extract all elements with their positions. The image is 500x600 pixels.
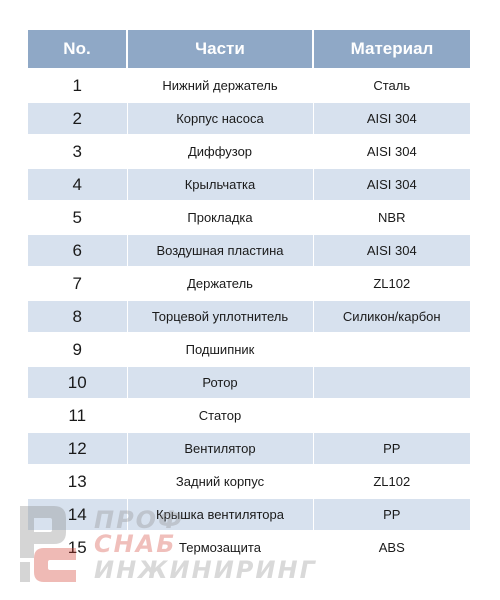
- table-row: [28, 366, 470, 399]
- row-number: 5: [28, 201, 127, 234]
- part-name: Прокладка: [127, 201, 313, 234]
- watermark-line-1: ПРОФ: [94, 506, 184, 534]
- watermark-line-2: СНАБ: [94, 530, 177, 558]
- material-name: AISI 304: [313, 234, 470, 267]
- part-name: Термозащита: [127, 531, 313, 564]
- header-row: [28, 30, 470, 69]
- header-material: Материал: [313, 30, 470, 69]
- table-row: [28, 465, 470, 498]
- part-name: Статор: [127, 399, 313, 432]
- part-name: Ротор: [127, 366, 313, 399]
- material-name: PP: [313, 432, 470, 465]
- part-name: Крышка вентилятора: [127, 498, 313, 531]
- table-row: [28, 267, 470, 300]
- table-body: [28, 69, 470, 564]
- table-row: [28, 531, 470, 564]
- part-name: Нижний держатель: [127, 69, 313, 102]
- table-row: [28, 498, 470, 531]
- part-name: Задний корпус: [127, 465, 313, 498]
- part-name: Вентилятор: [127, 432, 313, 465]
- material-name: Силикон/карбон: [313, 300, 470, 333]
- material-name: Сталь: [313, 69, 470, 102]
- material-name: AISI 304: [313, 135, 470, 168]
- table-row: [28, 201, 470, 234]
- table-row: [28, 399, 470, 432]
- material-name: ZL102: [313, 465, 470, 498]
- material-name: [313, 366, 470, 399]
- row-number: 8: [28, 300, 127, 333]
- part-name: Диффузор: [127, 135, 313, 168]
- row-number: 10: [28, 366, 127, 399]
- part-name: Крыльчатка: [127, 168, 313, 201]
- table-row: [28, 234, 470, 267]
- row-number: 1: [28, 69, 127, 102]
- material-name: [313, 333, 470, 366]
- table-row: [28, 69, 470, 102]
- material-name: AISI 304: [313, 102, 470, 135]
- part-name: Подшипник: [127, 333, 313, 366]
- row-number: 11: [28, 399, 127, 432]
- table-row: [28, 102, 470, 135]
- row-number: 7: [28, 267, 127, 300]
- row-number: 9: [28, 333, 127, 366]
- part-name: Торцевой уплотнитель: [127, 300, 313, 333]
- parts-table: [28, 30, 470, 565]
- row-number: 3: [28, 135, 127, 168]
- table-row: [28, 135, 470, 168]
- table-row: [28, 432, 470, 465]
- header-part: Части: [127, 30, 313, 69]
- table-row: [28, 168, 470, 201]
- row-number: 4: [28, 168, 127, 201]
- part-name: Корпус насоса: [127, 102, 313, 135]
- row-number: 12: [28, 432, 127, 465]
- material-name: ZL102: [313, 267, 470, 300]
- table-row: [28, 300, 470, 333]
- row-number: 6: [28, 234, 127, 267]
- row-number: 13: [28, 465, 127, 498]
- part-name: Воздушная пластина: [127, 234, 313, 267]
- material-name: PP: [313, 498, 470, 531]
- material-name: AISI 304: [313, 168, 470, 201]
- row-number: 14: [28, 498, 127, 531]
- row-number: 15: [28, 531, 127, 564]
- table-row: [28, 333, 470, 366]
- table-header: [28, 30, 470, 69]
- material-name: [313, 399, 470, 432]
- row-number: 2: [28, 102, 127, 135]
- material-name: NBR: [313, 201, 470, 234]
- part-name: Держатель: [127, 267, 313, 300]
- material-name: ABS: [313, 531, 470, 564]
- watermark-line-3: ИНЖИНИРИНГ: [94, 556, 317, 584]
- header-no: No.: [28, 30, 127, 69]
